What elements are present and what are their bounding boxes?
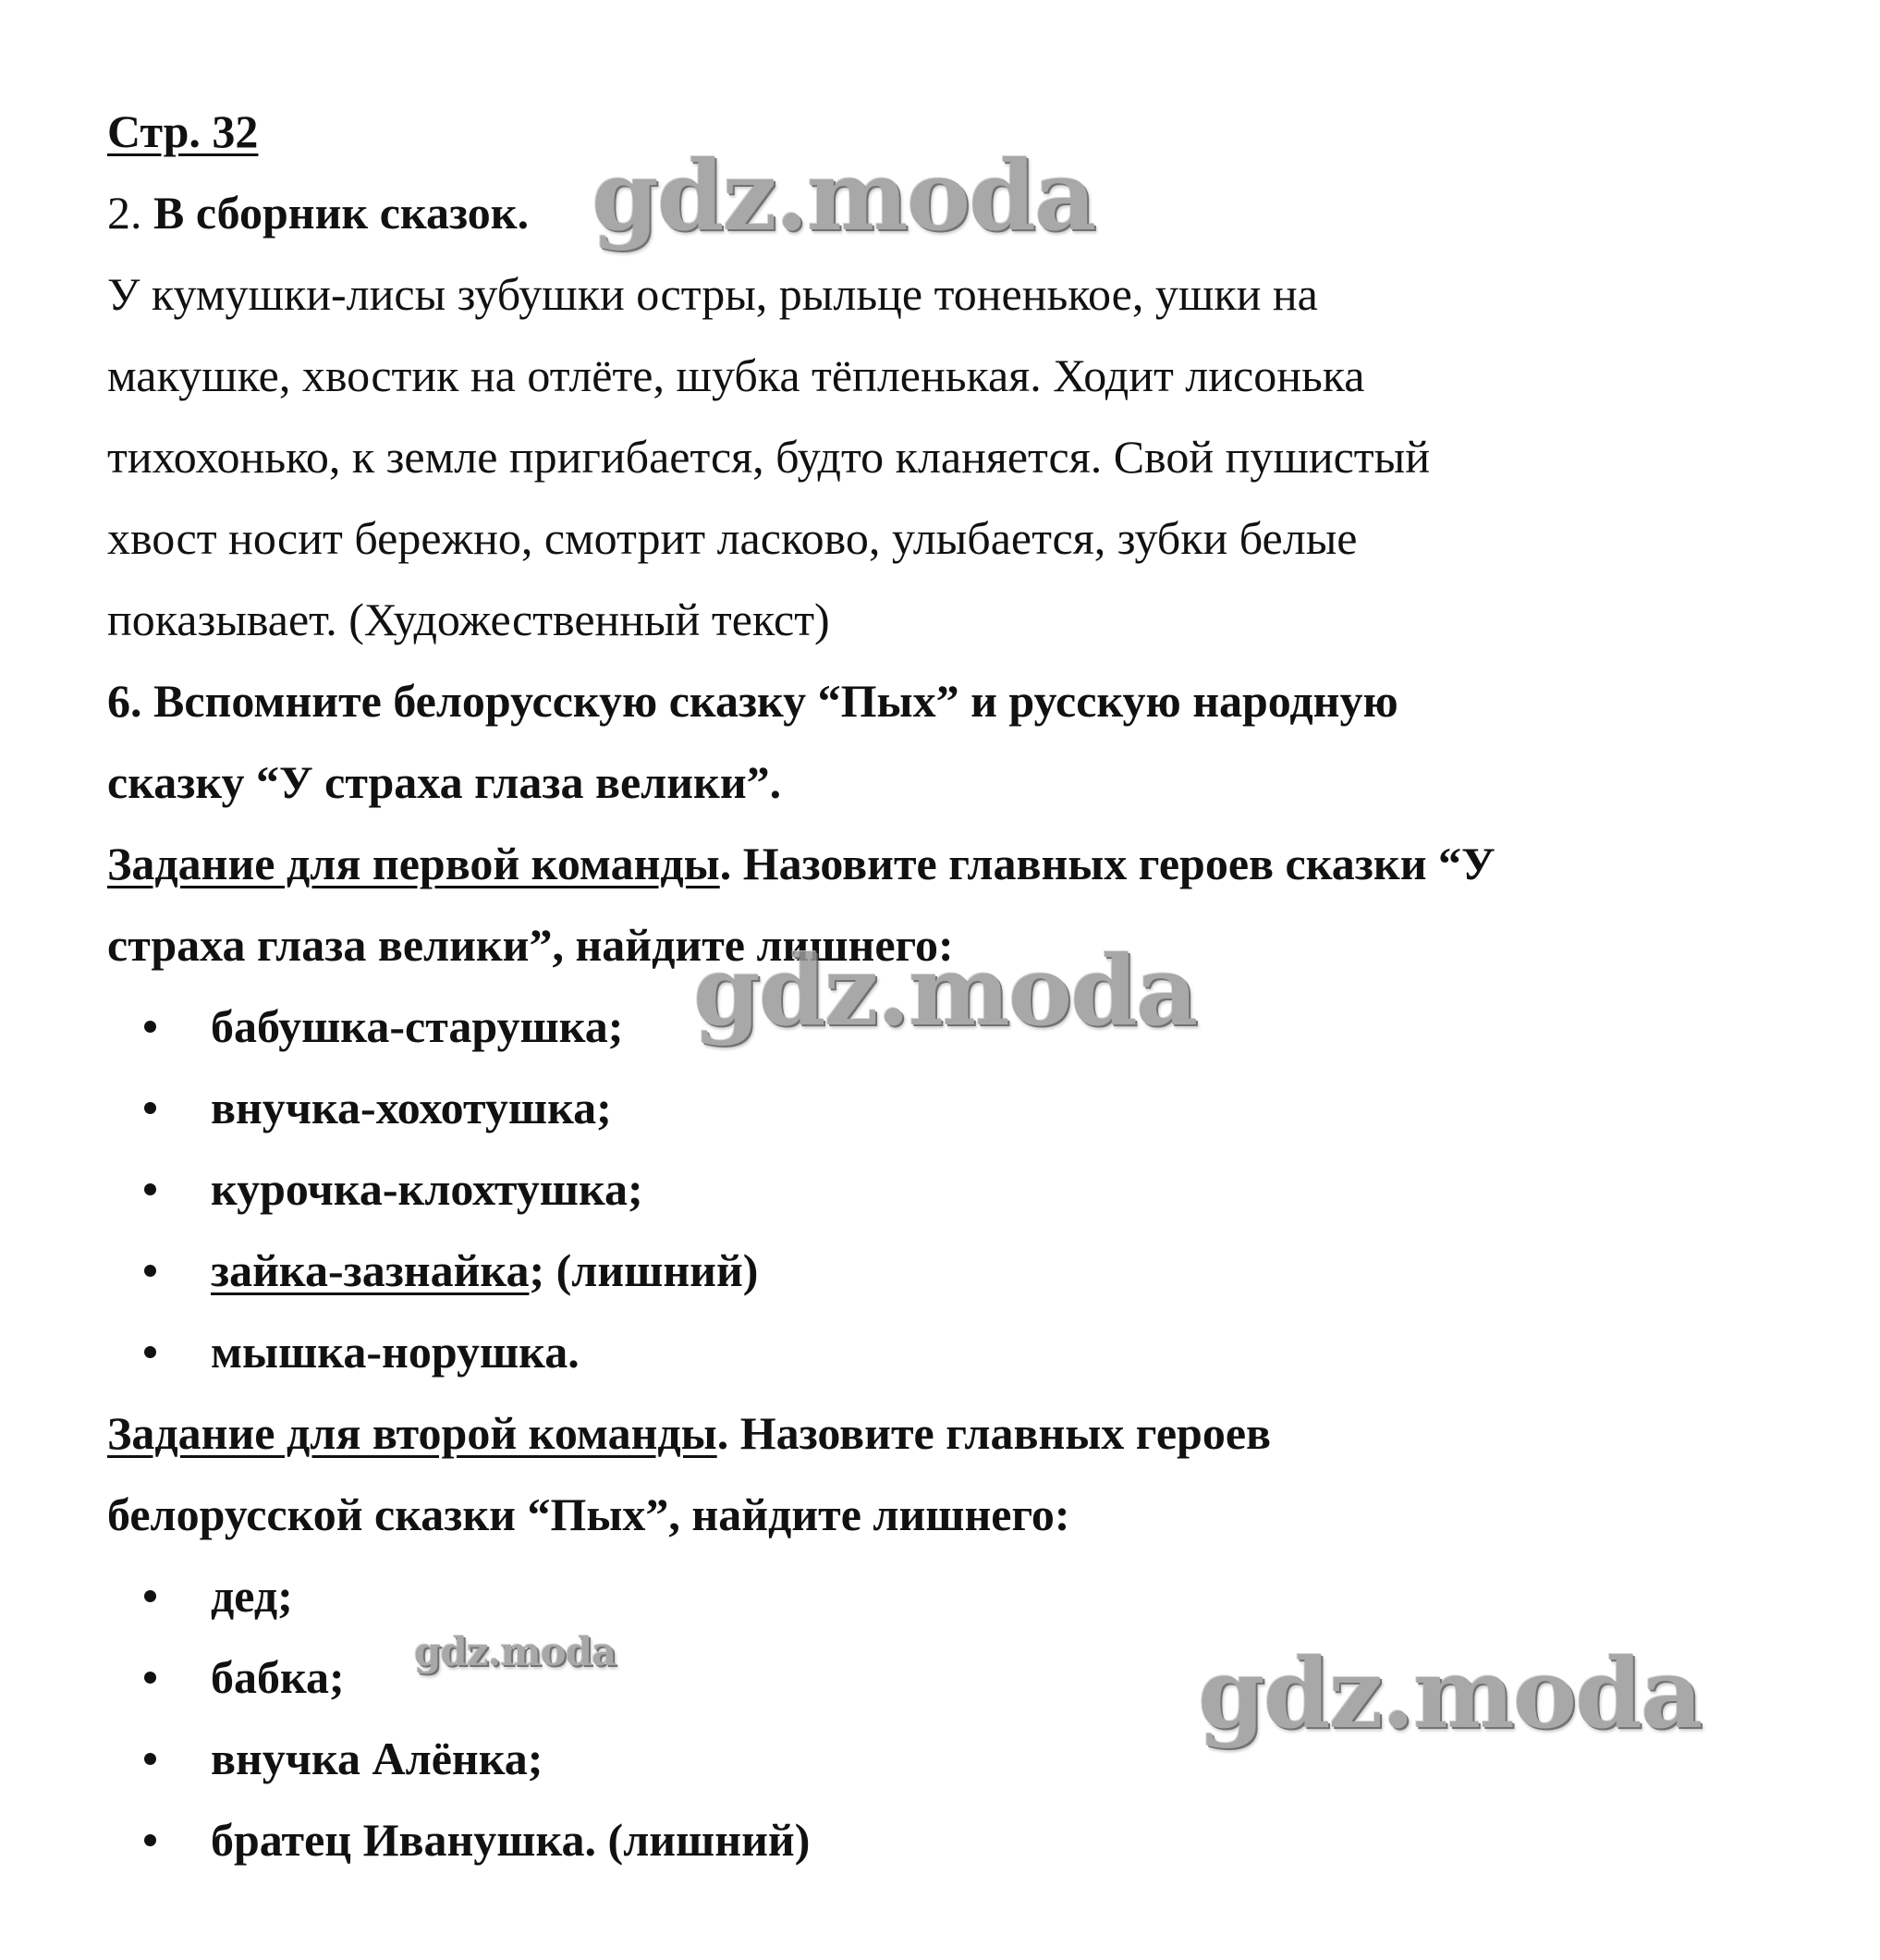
list-item — [107, 1311, 1771, 1392]
task-2-text-line: хвост носит бережно, смотрит ласково, улыбается, зубки белые — [107, 512, 1358, 564]
watermark: gdz.moda — [414, 1629, 616, 1674]
task-2-text-line: тихохонько, к земле пригибается, будто кланяется. Свой пушистый — [107, 431, 1430, 483]
team-1-heading — [107, 823, 1771, 904]
team-1-prompt-line: страха глаза велики”, найдите лишнего: — [107, 919, 954, 971]
list-item — [107, 1148, 1771, 1230]
task-2-text-line: макушке, хвостик на отлёте, шубка тёпленькая. Ходит лисонька — [107, 349, 1365, 401]
list-item — [107, 1067, 1771, 1148]
page-label: Стр. 32 — [107, 105, 259, 157]
task-2-text-line: показывает. (Художественный текст) — [107, 594, 830, 645]
bullet-icon — [144, 1753, 156, 1765]
list-item-text: дед; — [211, 1570, 293, 1622]
list-item-text: бабушка-старушка; — [211, 1000, 624, 1052]
team-2-prompt-line: белорусской сказки “Пых”, найдите лишнего: — [107, 1488, 1070, 1540]
list-item — [107, 1799, 1771, 1880]
team-2-prompt: . Назовите главных героев — [716, 1407, 1272, 1459]
bullet-icon — [144, 1346, 156, 1358]
bullet-icon — [144, 1102, 156, 1114]
list-item-text: курочка-клохтушка; — [211, 1163, 643, 1215]
bullet-icon — [144, 1021, 156, 1033]
task-2-number: 2. — [107, 187, 142, 239]
team-1-label: Задание для первой команды — [107, 838, 720, 889]
bullet-icon — [144, 1672, 156, 1684]
list-item-text: мышка-норушка. — [211, 1326, 580, 1378]
watermark: gdz.moda — [1198, 1636, 1702, 1750]
task-2-title: В сборник сказок. — [153, 187, 530, 239]
task-2-text-line: У кумушки-лисы зубушки остры, рыльце тоненькое, ушки на — [107, 268, 1318, 320]
task-6-text-line: 6. Вспомните белорусскую сказку “Пых” и русскую народную — [107, 675, 1398, 727]
task-6-text-line: сказку “У страха глаза велики”. — [107, 756, 782, 808]
list-item-underlined: зайка-зазнайка — [211, 1244, 530, 1296]
team-2-heading — [107, 1392, 1771, 1474]
list-item-text: братец Иванушка. (лишний) — [211, 1814, 811, 1866]
bullet-icon — [144, 1183, 156, 1195]
watermark: gdz.moda — [592, 139, 1095, 252]
team-2-label: Задание для второй команды — [107, 1407, 717, 1459]
list-item-text: внучка Алёнка; — [211, 1733, 543, 1784]
bullet-icon — [144, 1265, 156, 1277]
bullet-icon — [144, 1590, 156, 1602]
list-item-text: ; (лишний) — [529, 1244, 759, 1296]
watermark: gdz.moda — [693, 934, 1197, 1047]
list-item-text: бабка; — [211, 1651, 345, 1703]
bullet-icon — [144, 1834, 156, 1846]
list-item — [107, 1555, 1771, 1636]
list-item-text: внучка-хохотушка; — [211, 1082, 612, 1133]
list-item — [107, 1230, 1771, 1311]
team-1-prompt: . Назовите главных героев сказки “У — [719, 838, 1495, 889]
